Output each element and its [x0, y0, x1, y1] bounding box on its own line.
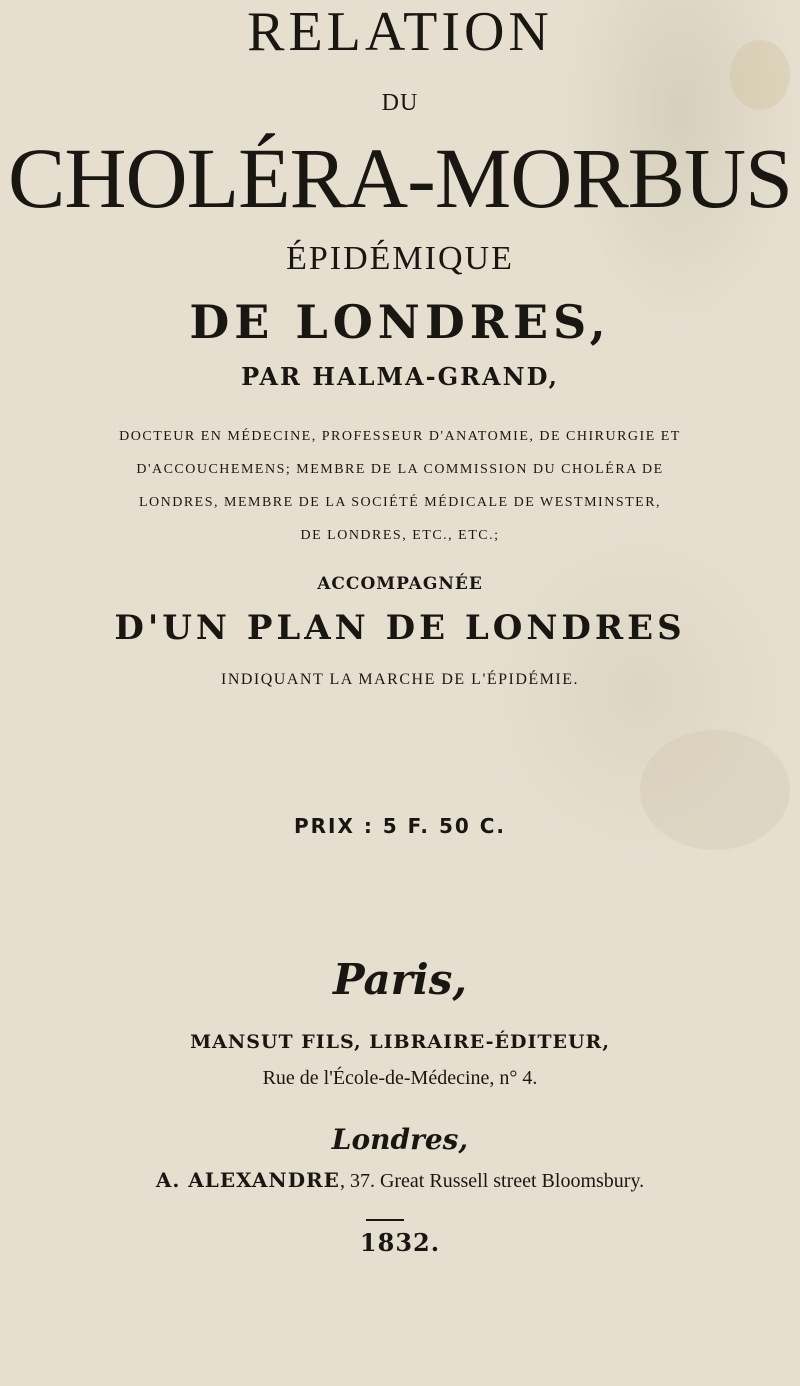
- credentials-line: DE LONDRES, ETC., ETC.;: [300, 528, 500, 543]
- title-epidemique: ÉPIDÉMIQUE: [286, 240, 514, 277]
- title-de-londres: DE LONDRES,: [189, 295, 611, 349]
- accompagnee-line: ACCOMPAGNÉE: [317, 574, 483, 594]
- credentials-line: DOCTEUR EN MÉDECINE, PROFESSEUR D'ANATOMIE, DE CHIRURGIE ET: [119, 429, 681, 444]
- london-publisher-line: [0, 1166, 800, 1195]
- author-line: PAR HALMA-GRAND,: [241, 362, 559, 391]
- short-rule: [366, 1219, 404, 1221]
- imprint-city-paris: Paris,: [332, 955, 468, 1004]
- title-du: DU: [381, 90, 419, 116]
- publisher-address: Rue de l'École-de-Médecine, n° 4.: [262, 1067, 538, 1089]
- price-line: PRIX : 5 F. 50 C.: [293, 814, 507, 838]
- publication-year: 1832.: [359, 1228, 441, 1257]
- author-credentials: [0, 420, 800, 552]
- plan-de-londres-line: D'UN PLAN DE LONDRES: [114, 608, 686, 648]
- title-relation: RELATION: [247, 1, 553, 63]
- title-cholera-morbus: CHOLÉRA-MORBUS: [8, 130, 792, 226]
- imprint-city-londres: Londres,: [331, 1123, 469, 1156]
- publisher-line: MANSUT FILS, LIBRAIRE-ÉDITEUR,: [190, 1031, 610, 1053]
- london-publisher-address: , 37. Great Russell street Bloomsbury.: [339, 1170, 645, 1192]
- credentials-line: D'ACCOUCHEMENS; MEMBRE DE LA COMMISSION DU CHOLÉRA DE: [136, 462, 664, 477]
- credentials-line: LONDRES, MEMBRE DE LA SOCIÉTÉ MÉDICALE DE WESTMINSTER,: [138, 495, 662, 510]
- indiquant-line: INDIQUANT LA MARCHE DE L'ÉPIDÉMIE.: [220, 671, 579, 688]
- london-publisher-name: A. ALEXANDRE: [155, 1168, 340, 1192]
